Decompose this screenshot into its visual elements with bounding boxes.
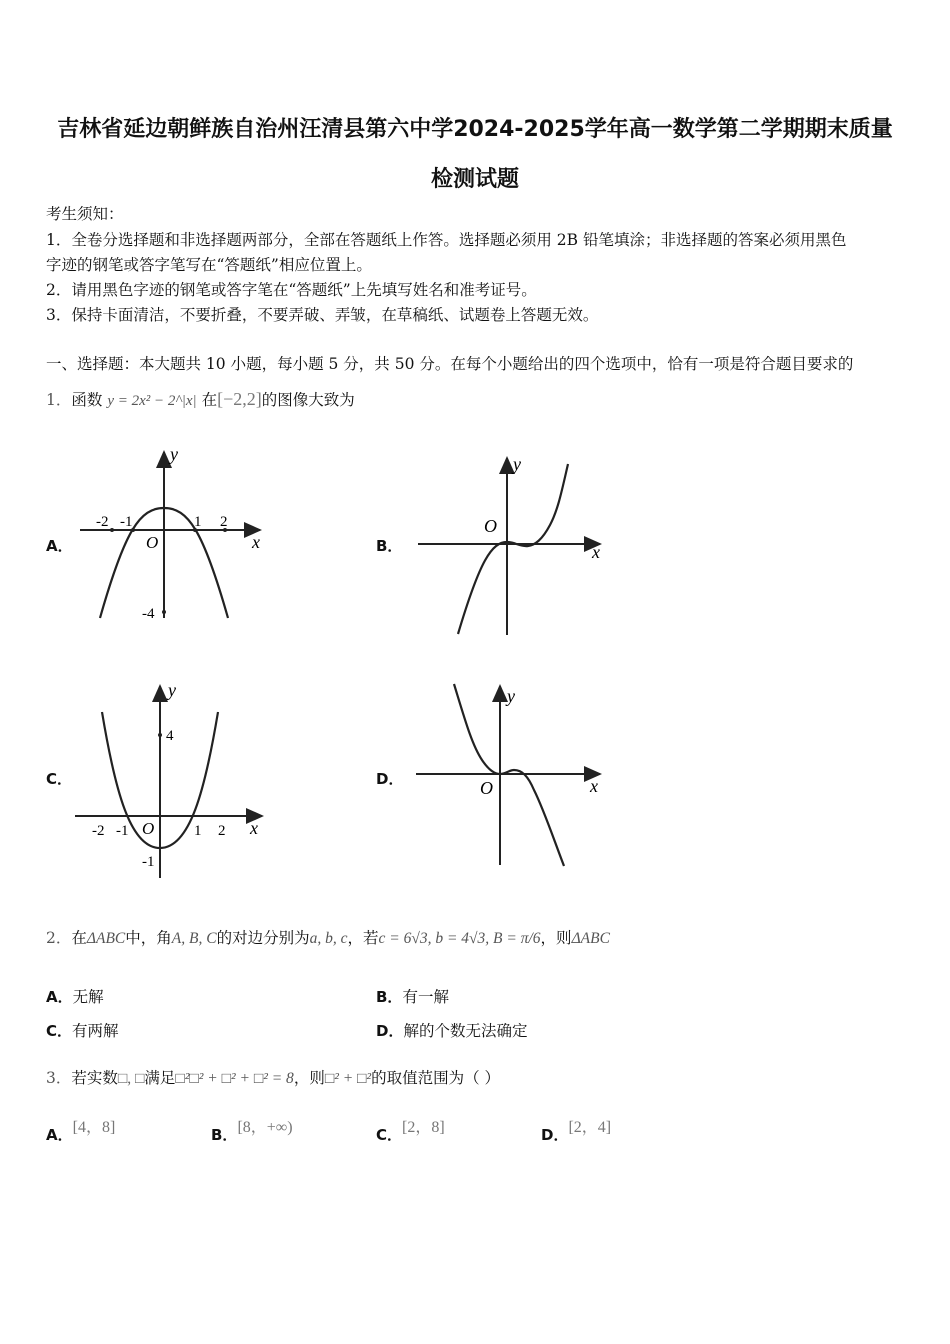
x-axis-label: x — [592, 542, 600, 562]
tick-label: 2 — [218, 823, 226, 839]
condition: □²□² + □² + □² = 8 — [175, 1070, 294, 1087]
q2-option-d[interactable]: D．解的个数无法确定 — [376, 1022, 528, 1040]
origin-label: O — [484, 516, 497, 536]
x-axis-label: x — [250, 818, 258, 838]
option-c-graph[interactable] — [70, 680, 270, 880]
tick-label: -2 — [92, 823, 105, 839]
q3-option-c[interactable]: C．[2，8] — [376, 1119, 445, 1144]
q3-option-d[interactable]: D．[2，4] — [541, 1119, 612, 1144]
section-heading: 一、选择题：本大题共 10 小题，每小题 5 分，共 50 分。在每个小题给出的四个选项中，恰有一项是符合题目要求的 — [46, 355, 854, 373]
tick-label: -1 — [142, 854, 155, 870]
page-title-line2: 检测试题 — [430, 167, 519, 192]
question-1: 1．函数 y = 2x² − 2^|x| 在[−2,2]的图像大致为 — [46, 389, 355, 409]
tick-label: 4 — [166, 728, 174, 744]
q2-option-b[interactable]: B．有一解 — [376, 988, 449, 1006]
option-b-label[interactable]: B． — [376, 537, 403, 555]
y-axis-label: y — [170, 444, 178, 464]
question-2: 2．在ΔABC中，角A, B, C的对边分别为a, b, c，若c = 6√3, b = 4√3, B = π/6，则ΔABC — [46, 929, 610, 947]
notice-item: 3．保持卡面清洁，不要折叠，不要弄破、弄皱，在草稿纸、试题卷上答题无效。 — [46, 306, 599, 324]
origin-label: O — [146, 533, 159, 552]
y-axis-label: y — [168, 680, 176, 700]
option-a-label[interactable]: A． — [46, 537, 73, 555]
x-axis-label: x — [590, 776, 598, 796]
tick-label: -1 — [116, 823, 129, 839]
option-d-graph[interactable] — [410, 680, 610, 870]
tick-label: -1 — [120, 514, 133, 530]
option-d-label[interactable]: D． — [376, 770, 404, 788]
origin-label: O — [142, 819, 155, 838]
question-3: 3．若实数□, □满足□²□² + □² + □² = 8，则□² + □²的取值范围为（ ） — [46, 1069, 500, 1087]
x-axis-label: x — [252, 532, 260, 552]
notice-heading: 考生须知： — [46, 205, 124, 223]
notice-item: 2．请用黑色字迹的钢笔或答字笔在“答题纸”上先填写姓名和准考证号。 — [46, 281, 537, 299]
option-c-label[interactable]: C． — [46, 770, 73, 788]
tick-label: -2 — [96, 514, 109, 530]
tick-label: 1 — [194, 514, 202, 530]
q3-option-b[interactable]: B．[8，+∞) — [211, 1119, 293, 1144]
notice-item: 字迹的钢笔或答字笔写在“答题纸”相应位置上。 — [46, 256, 372, 274]
curve — [458, 464, 568, 634]
tick-label: 1 — [194, 823, 202, 839]
page-title: 吉林省延边朝鲜族自治州汪清县第六中学2024-2025学年高一数学第二学期期末质量 — [57, 117, 893, 142]
tick-label: -4 — [142, 606, 155, 622]
y-axis-label: y — [513, 454, 521, 474]
condition: c = 6√3, b = 4√3, B = π/6 — [378, 930, 541, 947]
tick-label: 2 — [220, 514, 228, 530]
q3-option-a[interactable]: A．[4，8] — [46, 1119, 116, 1144]
q2-option-a[interactable]: A．无解 — [46, 988, 104, 1006]
y-axis-label: y — [507, 686, 515, 706]
option-b-graph[interactable] — [410, 450, 610, 640]
q2-option-c[interactable]: C．有两解 — [46, 1022, 119, 1040]
function-expression: y = 2x² − 2^|x| — [107, 393, 197, 409]
option-a-graph[interactable] — [70, 440, 270, 630]
question-number: 1． — [46, 391, 72, 409]
origin-label: O — [480, 778, 493, 798]
notice-item: 1．全卷分选择题和非选择题两部分，全部在答题纸上作答。选择题必须用 2B 铅笔填涂；非选择题的答案必须用黑色 — [46, 231, 847, 249]
interval: [−2,2] — [217, 389, 262, 409]
